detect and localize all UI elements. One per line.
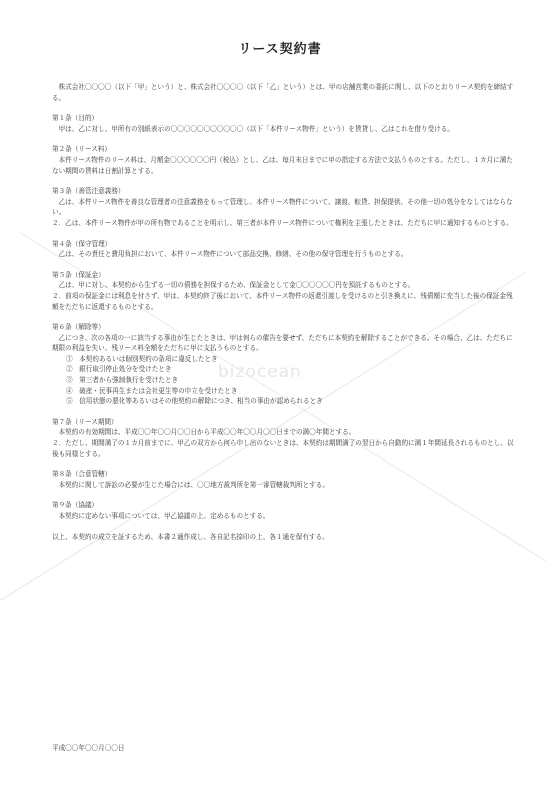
list-item: ③ 第三者から強制執行を受けたとき xyxy=(66,376,179,385)
article-2 xyxy=(52,144,514,176)
article-heading: 第２条（リース料） xyxy=(52,145,112,154)
article-5 xyxy=(52,270,514,312)
document-body xyxy=(52,82,514,542)
article-7 xyxy=(52,417,514,459)
article-8 xyxy=(52,469,514,490)
closing-statement: 以上、本契約の成立を証するため、本書２通作成し、各自記名捺印の上、各１通を保有する。 xyxy=(52,532,329,541)
article-heading: 第５条（保証金） xyxy=(52,270,105,279)
article-4 xyxy=(52,239,514,260)
article-paragraph: 本契約に定めない事項については、甲乙協議の上、定めるものとする。 xyxy=(58,512,270,520)
article-9 xyxy=(52,500,514,521)
article-paragraph: 乙につき、次の各項の一に該当する事由が生じたときは、甲は何らの催告を要せず、ただちに本契約を解除することができる。その場合、乙は、ただちに期限の利益を失い、残リース料全額をただちに甲に支払うものとする。 xyxy=(52,333,513,353)
article-3 xyxy=(52,186,514,228)
article-paragraph: 本契約の有効期間は、平成〇〇年〇〇月〇〇日から平成〇〇年〇〇月〇〇日までの満〇年間とする。 xyxy=(58,428,356,437)
article-paragraph: 甲は、乙に対し、甲所有の別紙表示の〇〇〇〇〇〇〇〇〇〇〇（以下「本件リース物件」という）を賃貸し、乙はこれを借り受ける。 xyxy=(58,124,454,133)
article-heading: 第８条（合意管轄） xyxy=(52,470,112,479)
article-paragraph: 本契約に関して訴訟の必要が生じた場合には、〇〇地方裁判所を第一審管轄裁判所とする。 xyxy=(58,480,329,489)
list-item: ① 本契約あるいは個別契約の条項に違反したとき xyxy=(66,354,218,363)
article-6 xyxy=(52,322,514,407)
article-paragraph: 乙は、その責任と費用負担において、本件リース物件について部品交換、修繕、その他の保守管理を行うものとする。 xyxy=(58,250,408,259)
watermark-text: bizocean xyxy=(218,362,302,382)
contract-date: 平成〇〇年〇〇月〇〇日 xyxy=(52,744,125,752)
article-heading: 第９条（協議） xyxy=(52,501,99,510)
article-heading: 第６条（解除等） xyxy=(52,323,105,332)
list-item: ⑤ 信用状態の悪化等あるいはその他契約の解除につき、相当の事由が認められるとき xyxy=(66,397,323,406)
article-1 xyxy=(52,113,514,134)
article-paragraph: ２．乙は、本件リース物件が甲の所有物であることを明示し、第三者が本件リース物件について権利を主張したときは、ただちに甲に通知するものとする。 xyxy=(52,218,513,227)
article-item-list xyxy=(52,354,514,407)
article-paragraph: 乙は、甲に対し、本契約から生ずる一切の債務を担保するため、保証金として金〇〇〇〇〇〇円を預託するものとする。 xyxy=(58,281,415,290)
article-paragraph: 本件リース物件のリース料は、月額金〇〇〇〇〇〇円（税込）とし、乙は、毎月末日までに甲の指定する方法で支払うものとする。ただし、１カ月に満たない期間の賃料は日割計算とする。 xyxy=(52,155,513,175)
article-paragraph: 乙は、本件リース物件を善良な管理者の注意義務をもって管理し、本件リース物件について、譲渡、転貸、担保提供、その他一切の処分をなしてはならない。 xyxy=(52,197,513,217)
article-heading: 第３条（善管注意義務） xyxy=(52,187,125,196)
preamble: 株式会社〇〇〇〇（以下「甲」という）と、株式会社〇〇〇〇（以下「乙」という）とは、甲の店舗営業の委託に関し、以下のとおりリース契約を締結する。 xyxy=(52,83,514,102)
article-heading: 第４条（保守管理） xyxy=(52,239,112,248)
article-heading: 第７条（リース期間） xyxy=(52,417,118,426)
article-paragraph: ２．前項の保証金には利息を付さず、甲は、本契約終了後において、本件リース物件の返還引渡しを受けるのと引き換えに、残債額に充当した後の保証金残額をただちに返還するものとする。 xyxy=(52,291,513,311)
article-paragraph: ２．ただし、期間満了の１カ月前までに、甲乙の双方から何ら申し出のないときは、本契約は期間満了の翌日から自動的に満１年間延長されるものとし、以後も同様とする。 xyxy=(52,439,514,458)
article-heading: 第１条（目的） xyxy=(52,114,99,123)
list-item: ④ 破産・民事再生または会社更生等の申立を受けたとき xyxy=(66,386,238,395)
list-item: ② 銀行取引停止処分を受けたとき xyxy=(66,365,172,374)
document-title: リース契約書 xyxy=(238,42,322,57)
